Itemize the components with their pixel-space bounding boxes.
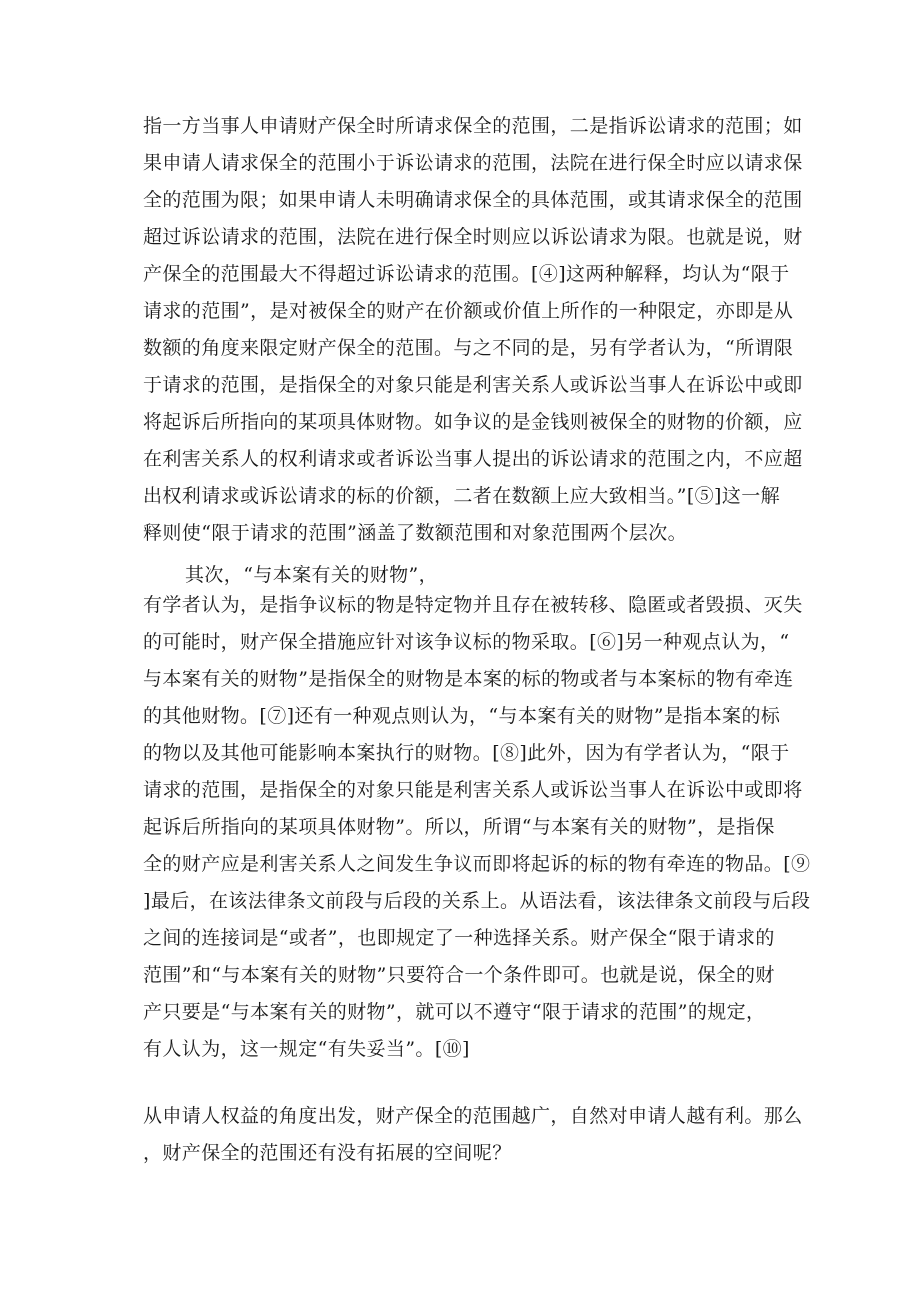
text-line: 全的范围为限；如果申请人未明确请求保全的具体范围，或其请求保全的范围 (143, 189, 803, 211)
text-line: 从申请人权益的角度出发，财产保全的范围越广，自然对申请人越有利。那么 (143, 1105, 803, 1127)
text-line: 全的财产应是利害关系人之间发生争议而即将起诉的标的物有牵连的物品。[⑨ (143, 853, 811, 875)
text-line: 超过诉讼请求的范围，法院在进行保全时则应以诉讼请求为限。也就是说，财 (143, 226, 803, 248)
paragraph-heading-line: 其次，“与本案有关的财物”， (185, 564, 439, 586)
text-line: 之间的连接词是“或者”，也即规定了一种选择关系。财产保全“限于请求的 (143, 927, 775, 949)
text-line: 出权利请求或诉讼请求的标的价额，二者在数额上应大致相当。”[⑤]这一解 (143, 485, 781, 507)
text-line: 产只要是“与本案有关的财物”，就可以不遵守“限于请求的范围”的规定， (143, 1001, 766, 1023)
text-line: 数额的角度来限定财产保全的范围。与之不同的是，另有学者认为，“所谓限 (143, 337, 794, 359)
text-line: 释则使“限于请求的范围”涵盖了数额范围和对象范围两个层次。 (143, 522, 688, 544)
text-line: 的可能时，财产保全措施应针对该争议标的物采取。[⑥]另一种观点认为，“ (143, 631, 790, 653)
text-line: 请求的范围”，是对被保全的财产在价额或价值上所作的一种限定，亦即是从 (143, 300, 794, 322)
text-line: 请求的范围，是指保全的对象只能是利害关系人或诉讼当事人在诉讼中或即将 (143, 779, 803, 801)
text-line: 产保全的范围最大不得超过诉讼请求的范围。[④]这两种解释，均认为“限于 (143, 263, 790, 285)
text-line: 范围”和“与本案有关的财物”只要符合一个条件即可。也就是说，保全的财 (143, 964, 775, 986)
text-line: 有人认为，这一规定“有失妥当”。[⑩] (143, 1038, 470, 1060)
text-line: 有学者认为，是指争议标的物是特定物并且存在被转移、隐匿或者毁损、灭失 (143, 594, 803, 616)
text-line: 指一方当事人申请财产保全时所请求保全的范围，二是指诉讼请求的范围；如 (143, 115, 803, 137)
text-line: ，财产保全的范围还有没有拓展的空间呢？ (143, 1142, 512, 1164)
text-line: 起诉后所指向的某项具体财物”。所以，所谓“与本案有关的财物”，是指保 (143, 816, 775, 838)
text-line: 与本案有关的财物”是指保全的财物是本案的标的物或者与本案标的物有牵连 (143, 668, 794, 690)
text-line: 将起诉后所指向的某项具体财物。如争议的是金钱则被保全的财物的价额，应 (143, 411, 803, 433)
text-line: 果申请人请求保全的范围小于诉讼请求的范围，法院在进行保全时应以请求保 (143, 152, 803, 174)
text-line: 的其他财物。[⑦]还有一种观点则认为，“与本案有关的财物”是指本案的标 (143, 705, 781, 727)
text-line: 于请求的范围，是指保全的对象只能是利害关系人或诉讼当事人在诉讼中或即 (143, 374, 803, 396)
text-line: ]最后，在该法律条文前段与后段的关系上。从语法看，该法律条文前段与后段 (143, 890, 811, 912)
text-line: 的物以及其他可能影响本案执行的财物。[⑧]此外，因为有学者认为，“限于 (143, 742, 790, 764)
text-line: 在利害关系人的权利请求或者诉讼当事人提出的诉讼请求的范围之内，不应超 (143, 448, 803, 470)
